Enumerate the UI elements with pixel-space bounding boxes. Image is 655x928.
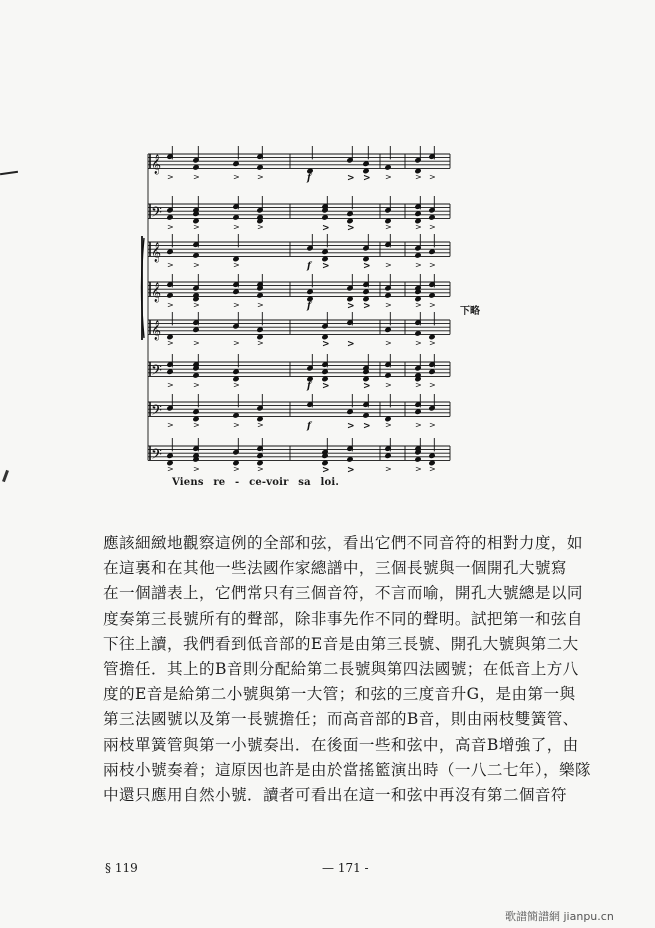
svg-text:>: > xyxy=(415,464,422,474)
svg-text:>: > xyxy=(233,420,240,430)
score-lyrics: Viens re - ce-voir sa loi. xyxy=(172,477,340,488)
svg-text:>: > xyxy=(257,338,264,348)
svg-text:>: > xyxy=(167,222,174,232)
clef-icon: 𝄢 xyxy=(151,362,162,383)
svg-text:>: > xyxy=(257,300,264,310)
text-line: 兩枝單簧管與第一小號奏出．在後面一些和弦中，高音B增強了，由 xyxy=(103,735,579,754)
svg-text:>: > xyxy=(193,338,200,348)
svg-text:>: > xyxy=(415,338,422,348)
svg-text:f: f xyxy=(307,421,311,432)
text-line: 下往上讀，我們看到低音部的E音是由第三長號、開孔大號與第二大 xyxy=(103,634,579,653)
text-line: 度的E音是給第二小號與第一大管；和弦的三度音升G，是由第一與 xyxy=(103,685,576,704)
svg-text:>: > xyxy=(257,420,264,430)
text-line: 兩枝小號奏着；這原因也許是由於當搖籃演出時（一八二七年），樂隊 xyxy=(103,760,592,779)
svg-text:>: > xyxy=(429,380,436,390)
svg-text:>: > xyxy=(385,338,392,348)
svg-text:>: > xyxy=(347,421,355,432)
text-line: 度奏第三長號所有的聲部，除非事先作不同的聲明。試把第一和弦自 xyxy=(103,609,583,628)
svg-text:>: > xyxy=(429,300,436,310)
clef-icon: 𝄞 xyxy=(151,282,162,303)
text-line: 在一個譜表上，它們常只有三個音符，不言而喻，開孔大號總是以同 xyxy=(103,584,583,603)
svg-text:>: > xyxy=(233,222,240,232)
svg-text:>: > xyxy=(193,420,200,430)
svg-text:>: > xyxy=(233,380,240,390)
svg-text:>: > xyxy=(429,222,436,232)
svg-text:f: f xyxy=(307,261,311,272)
clef-icon: 𝄢 xyxy=(151,446,162,467)
svg-text:>: > xyxy=(347,301,355,312)
svg-text:>: > xyxy=(347,339,355,350)
svg-text:>: > xyxy=(429,172,436,182)
svg-text:>: > xyxy=(385,260,392,270)
watermark: 歌譜簡譜網 jianpu.cn xyxy=(505,910,614,923)
clef-icon: 𝄢 xyxy=(151,204,162,225)
page-number: — 171 - xyxy=(322,861,369,875)
music-score-figure xyxy=(140,140,470,490)
clef-icon: 𝄞 xyxy=(151,320,162,341)
svg-text:>: > xyxy=(193,222,200,232)
svg-text:>: > xyxy=(385,420,392,430)
margin-mark xyxy=(2,470,9,482)
svg-text:>: > xyxy=(322,339,330,350)
text-line: 第三法國號以及第一長號擔任；而高音部的B音，則由兩枝雙簧管、 xyxy=(103,710,579,729)
svg-text:>: > xyxy=(429,260,436,270)
margin-mark xyxy=(0,171,18,175)
body-text xyxy=(103,531,613,808)
svg-text:>: > xyxy=(233,172,240,182)
svg-text:>: > xyxy=(233,260,240,270)
svg-text:>: > xyxy=(385,300,392,310)
svg-text:f: f xyxy=(307,173,311,184)
svg-text:>: > xyxy=(193,464,200,474)
score-side-note: 下略 xyxy=(460,306,480,317)
section-number: § 119 xyxy=(105,861,138,875)
svg-text:>: > xyxy=(167,464,174,474)
svg-text:>: > xyxy=(347,173,355,184)
svg-text:>: > xyxy=(233,300,240,310)
svg-text:>: > xyxy=(415,260,422,270)
svg-text:>: > xyxy=(322,261,330,272)
svg-text:>: > xyxy=(233,464,240,474)
svg-text:>: > xyxy=(322,465,330,476)
svg-text:>: > xyxy=(347,465,355,476)
svg-text:>: > xyxy=(257,222,264,232)
svg-text:>: > xyxy=(385,222,392,232)
svg-text:>: > xyxy=(167,380,174,390)
svg-text:>: > xyxy=(363,381,371,392)
svg-text:>: > xyxy=(363,173,371,184)
svg-text:>: > xyxy=(167,172,174,182)
svg-text:>: > xyxy=(385,172,392,182)
svg-text:>: > xyxy=(167,260,174,270)
svg-text:>: > xyxy=(415,380,422,390)
svg-text:>: > xyxy=(363,261,371,272)
svg-text:>: > xyxy=(429,464,436,474)
clef-icon: 𝄞 xyxy=(151,154,162,175)
svg-text:>: > xyxy=(322,381,330,392)
svg-text:f: f xyxy=(307,381,311,392)
svg-text:>: > xyxy=(415,420,422,430)
svg-text:>: > xyxy=(429,420,436,430)
clef-icon: 𝄞 xyxy=(151,242,162,263)
svg-text:>: > xyxy=(167,338,174,348)
svg-text:>: > xyxy=(415,172,422,182)
svg-text:>: > xyxy=(193,300,200,310)
svg-text:>: > xyxy=(363,301,371,312)
svg-text:>: > xyxy=(233,338,240,348)
text-line: 中還只應用自然小號．讀者可看出在這一和弦中再沒有第二個音符 xyxy=(103,785,567,804)
svg-text:>: > xyxy=(385,380,392,390)
svg-text:>: > xyxy=(193,380,200,390)
svg-text:>: > xyxy=(415,300,422,310)
clef-icon: 𝄢 xyxy=(151,402,162,423)
svg-text:>: > xyxy=(257,172,264,182)
text-line: 應該細緻地觀察這例的全部和弦，看出它們不同音符的相對力度，如 xyxy=(103,534,583,552)
svg-text:>: > xyxy=(193,172,200,182)
svg-text:>: > xyxy=(167,300,174,310)
svg-text:>: > xyxy=(415,222,422,232)
svg-text:>: > xyxy=(347,223,355,234)
text-line: 管擔任．其上的B音則分配給第二長號與第四法國號；在低音上方八 xyxy=(103,659,579,678)
svg-text:>: > xyxy=(257,464,264,474)
svg-text:>: > xyxy=(429,338,436,348)
svg-text:>: > xyxy=(363,421,371,432)
svg-text:f: f xyxy=(307,301,311,312)
svg-text:>: > xyxy=(167,420,174,430)
svg-text:>: > xyxy=(193,260,200,270)
svg-text:>: > xyxy=(322,223,330,234)
svg-text:>: > xyxy=(385,464,392,474)
text-line: 在這裏和在其他一些法國作家總譜中，三個長號與一個開孔大號寫 xyxy=(103,559,567,578)
